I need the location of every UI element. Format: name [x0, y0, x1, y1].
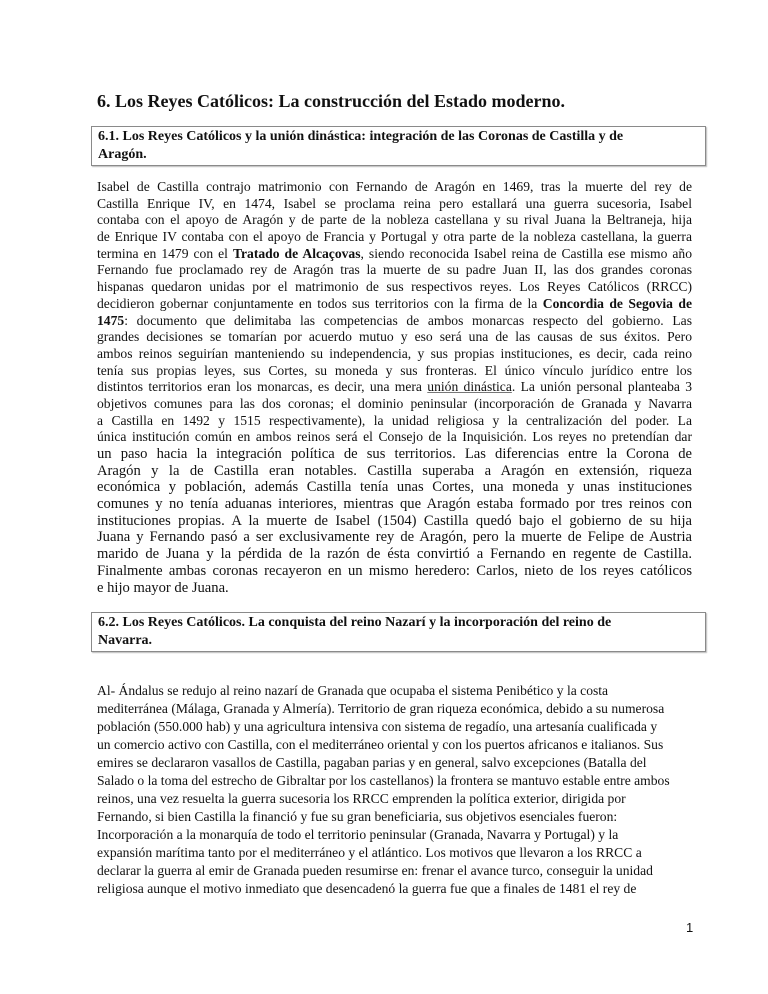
text-line: Juana y Fernando pasó a ser exclusivamente rey de Aragón, pero la muerte de Felipe de Austria [97, 529, 692, 546]
text-line: de Enrique IV contaba con el apoyo de Francia y Portugal y otra parte de la nobleza castellana, la guerra [97, 229, 692, 245]
text-line: objetivos comunes para las dos coronas; el dominio peninsular (incorporación de Granada y Navarra [97, 395, 692, 411]
text-line: religiosa aunque el motivo inmediato que desencadenó la guerra fue que a finales de 1481 el rey de [97, 881, 637, 896]
section-heading-line: 6.2. Los Reyes Católicos. La conquista del reino Nazarí y la incorporación del reino de [98, 615, 612, 630]
text-line: declarar la guerra al emir de Granada pueden resumirse en: frenar el avance turco, conseguir la unidad [97, 863, 653, 878]
bold-term: 1475 [97, 312, 125, 328]
underlined-term: unión dinástica [427, 379, 512, 395]
bold-term: Concordia de Segovia de [542, 295, 692, 311]
text-segment: : documento que delimitaba las competencias de ambos monarcas respecto del gobierno. Las [124, 312, 692, 328]
text-line [97, 379, 692, 396]
text-line: única institución común en ambos reinos será el Consejo de la Inquisición. Los reyes no pretendían dar [97, 429, 692, 445]
text-line: contaba con el apoyo de Aragón y de parte de la nobleza castellana y su rival Juana la Beltraneja, hija [97, 212, 692, 228]
text-line: mediterránea (Málaga, Granada y Almería). Territorio de gran riqueza económica, debido a su numerosa [97, 701, 665, 716]
text-segment: , siendo reconocida Isabel reina de Castilla ese mismo año [360, 245, 692, 261]
text-segment: distintos territorios eran los monarcas, es decir, una mera [97, 379, 428, 395]
bold-term: Tratado de Alcaçovas [232, 245, 361, 261]
text-line: hispanas quedaron unidas por el matrimonio de sus respectivos reyes. Los Reyes Católicos (RRCC) [97, 279, 692, 295]
section-heading-line: Aragón. [98, 147, 147, 162]
section-1-body [97, 179, 692, 596]
text-line: a Castilla en 1492 y 1515 respectivamente), la unidad religiosa y la centralización del poder. La [97, 412, 692, 428]
text-line [97, 246, 692, 263]
text-line: Al- Ándalus se redujo al reino nazarí de Granada que ocupaba el sistema Penibético y la costa [97, 683, 609, 698]
text-line: Isabel de Castilla contrajo matrimonio con Fernando de Aragón en 1469, tras la muerte del rey de [97, 179, 692, 194]
text-line: un comercio activo con Castilla, con el mediterráneo oriental y con los puertos africanos e italianos. Sus [97, 737, 664, 752]
text-line: grandes decisiones se tomarían por acuerdo mutuo y eso será una de las causas de sus éxitos. Pero [97, 329, 692, 345]
section-heading-line: Navarra. [98, 633, 153, 648]
text-segment: termina en 1479 con el [97, 245, 233, 261]
text-line: Finalmente ambas coronas recayeron en un mismo heredero: Carlos, nieto de los reyes católicos [97, 562, 692, 579]
text-line: comunes y no tenía aduanas interiores, mientras que Aragón estaba formado por tres reinos con [97, 496, 692, 513]
text-line: ambos reinos seguirían manteniendo su independencia, y sus propias instituciones, es decir, cada reino [97, 345, 692, 361]
text-line: marido de Juana y la pérdida de la razón de ésta convirtió a Fernando en regente de Castilla. [97, 546, 692, 563]
text-line: Incorporación a la monarquía de todo el territorio peninsular (Granada, Navarra y Portugal) y la [97, 827, 619, 842]
text-line: emires se declararon vasallos de Castilla, pagaban parias y en general, salvo excepciones (Batalla del [97, 755, 647, 770]
text-line: población (550.000 hab) y una agricultura intensiva con sistema de regadío, una artesanía cualificada y [97, 719, 658, 734]
section-heading-line: 6.1. Los Reyes Católicos y la unión dinástica: integración de las Coronas de Castilla y de [98, 129, 624, 144]
text-line [97, 313, 692, 330]
text-line [97, 296, 692, 313]
text-line: e hijo mayor de Juana. [97, 579, 229, 596]
text-segment: . La unión personal planteaba 3 [511, 379, 693, 395]
text-line: económica y población, además Castilla tenía unas Cortes, una moneda y unas instituciones [97, 479, 692, 496]
text-line: Salado o la toma del estrecho de Gibraltar por los castellanos) la frontera se mantuvo estable entre ambos [97, 773, 670, 788]
section-2-body [97, 682, 692, 898]
text-line: Fernando fue proclamado rey de Aragón tras la muerte de su padre Juan II, las dos grandes coronas [97, 262, 692, 278]
page-number: 1 [686, 920, 694, 935]
section-heading-box-6-2 [91, 612, 706, 652]
chapter-title: 6. Los Reyes Católicos: La construcción del Estado moderno. [97, 91, 565, 111]
text-line: reinos, una vez resuelta la guerra sucesoria los RRCC emprenden la política exterior, dirigida por [97, 791, 626, 806]
text-segment: decidieron gobernar conjuntamente en todos sus territorios con la firma de la [97, 295, 543, 311]
text-line: expansión marítima tanto por el mediterráneo y el atlántico. Los motivos que llevaron a los RRCC a [97, 845, 642, 860]
text-line: un paso hacia la integración política de sus territorios. Las diferencias entre la Corona de [97, 446, 692, 462]
text-line: Fernando, si bien Castilla la financió y fue su gran beneficiaria, sus objetivos esenciales fueron: [97, 809, 618, 824]
text-line: instituciones propias. A la muerte de Isabel (1504) Castilla quedó bajo el gobierno de su hija [97, 512, 692, 529]
text-line: Aragón y la de Castilla eran notables. Castilla superaba a Aragón en extensión, riqueza [97, 462, 692, 479]
text-line: tenía sus propias leyes, sus Cortes, su moneda y sus fronteras. El único vínculo jurídico entre los [97, 362, 692, 378]
text-line: Castilla Enrique IV, en 1474, Isabel se proclama reina pero estallará una guerra sucesoria, Isabel [97, 195, 692, 211]
section-heading-box-6-1 [91, 126, 706, 166]
